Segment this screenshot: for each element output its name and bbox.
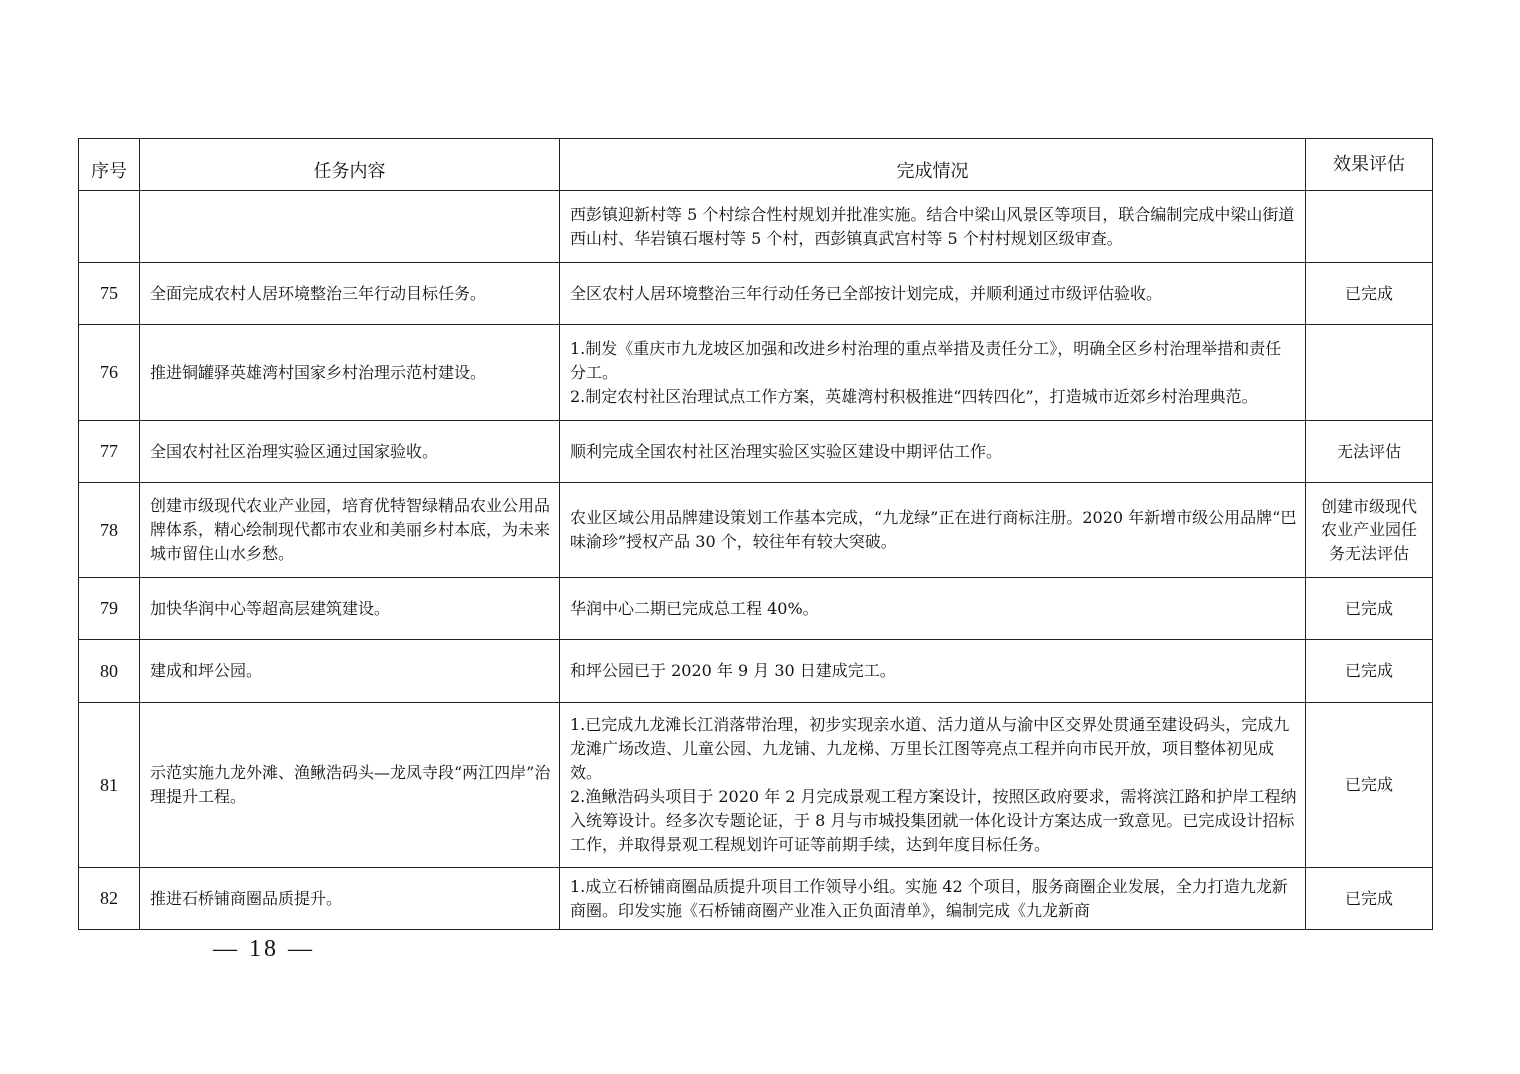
task-table — [78, 138, 1433, 930]
header-status: 完成情况 — [560, 139, 1306, 191]
row-index: 78 — [79, 483, 140, 578]
row-task: 全国农村社区治理实验区通过国家验收。 — [140, 421, 560, 483]
header-effect: 效果评估 — [1306, 139, 1433, 191]
row-effect: 已完成 — [1306, 640, 1433, 703]
status-paragraph: 和坪公园已于 2020 年 9 月 30 日建成完工。 — [570, 661, 896, 680]
row-status — [560, 640, 1306, 703]
table-row — [79, 325, 1433, 421]
row-status — [560, 483, 1306, 578]
row-index — [79, 191, 140, 263]
table-row — [79, 640, 1433, 703]
row-index: 81 — [79, 703, 140, 868]
table-row — [79, 868, 1433, 930]
row-effect: 创建市级现代农业产业园任务无法评估 — [1306, 483, 1433, 578]
row-task: 建成和坪公园。 — [140, 640, 560, 703]
row-effect — [1306, 191, 1433, 263]
status-paragraph: 2.渔鳅浩码头项目于 2020 年 2 月完成景观工程方案设计，按照区政府要求，需将滨江路和护岸工程纳入统筹设计。经多次专题论证，于 8 月与市城投集团就一体化设计方案达成一致意见。已完成设计招标工作，并取得景观工程规划许可证等前期手续，达到年度目标任务。 — [570, 787, 1297, 854]
status-paragraph: 1.已完成九龙滩长江消落带治理，初步实现亲水道、活力道从与渝中区交界处贯通至建设码头，完成九龙滩广场改造、儿童公园、九龙铺、九龙梯、万里长江图等亮点工程并向市民开放，项目整体初见成效。 — [570, 715, 1290, 782]
row-index: 77 — [79, 421, 140, 483]
row-index: 76 — [79, 325, 140, 421]
row-index: 82 — [79, 868, 140, 930]
status-paragraph: 顺利完成全国农村社区治理实验区实验区建设中期评估工作。 — [570, 441, 1003, 461]
row-task: 示范实施九龙外滩、渔鳅浩码头—龙凤寺段“两江四岸”治理提升工程。 — [140, 703, 560, 868]
row-task — [140, 191, 560, 263]
row-status — [560, 578, 1306, 640]
status-paragraph: 西彭镇迎新村等 5 个村综合性村规划并批准实施。结合中梁山风景区等项目，联合编制完成中梁山街道西山村、华岩镇石堰村等 5 个村，西彭镇真武宫村等 5 个村村规划区级审查。 — [570, 204, 1295, 248]
row-index: 75 — [79, 263, 140, 325]
row-effect: 无法评估 — [1306, 421, 1433, 483]
row-index: 79 — [79, 578, 140, 640]
row-status — [560, 421, 1306, 483]
row-effect: 已完成 — [1306, 703, 1433, 868]
table-row — [79, 191, 1433, 263]
row-effect: 已完成 — [1306, 263, 1433, 325]
row-status — [560, 191, 1306, 263]
row-status — [560, 703, 1306, 868]
table-row — [79, 578, 1433, 640]
row-status — [560, 868, 1306, 930]
row-task: 全面完成农村人居环境整治三年行动目标任务。 — [140, 263, 560, 325]
row-task: 加快华润中心等超高层建筑建设。 — [140, 578, 560, 640]
header-index: 序号 — [79, 139, 140, 191]
header-task: 任务内容 — [140, 139, 560, 191]
status-paragraph: 1.制发《重庆市九龙坡区加强和改进乡村治理的重点举措及责任分工》，明确全区乡村治理举措和责任分工。 — [570, 338, 1282, 382]
table-header-row — [79, 139, 1433, 191]
status-paragraph: 全区农村人居环境整治三年行动任务已全部按计划完成，并顺利通过市级评估验收。 — [570, 283, 1163, 303]
status-paragraph: 华润中心二期已完成总工程 40%。 — [570, 598, 819, 618]
row-effect — [1306, 325, 1433, 421]
status-paragraph: 1.成立石桥铺商圈品质提升项目工作领导小组。实施 42 个项目，服务商圈企业发展，全力打造九龙新商圈。印发实施《石桥铺商圈产业准入正负面清单》，编制完成《九龙新商 — [570, 876, 1288, 920]
status-paragraph: 农业区域公用品牌建设策划工作基本完成，“九龙绿”正在进行商标注册。2020 年新增市级公用品牌“巴味渝珍”授权产品 30 个，较往年有较大突破。 — [570, 508, 1297, 551]
status-paragraph: 2.制定农村社区治理试点工作方案，英雄湾村积极推进“四转四化”，打造城市近郊乡村治理典范。 — [570, 386, 1258, 406]
row-task: 创建市级现代农业产业园，培育优特智绿精品农业公用品牌体系，精心绘制现代都市农业和美丽乡村本底，为未来城市留住山水乡愁。 — [140, 483, 560, 578]
table-row — [79, 421, 1433, 483]
page-number: — 18 — — [213, 936, 315, 962]
table-row — [79, 483, 1433, 578]
row-status — [560, 263, 1306, 325]
row-status — [560, 325, 1306, 421]
row-task: 推进铜罐驿英雄湾村国家乡村治理示范村建设。 — [140, 325, 560, 421]
table-row — [79, 263, 1433, 325]
row-effect: 已完成 — [1306, 578, 1433, 640]
row-task: 推进石桥铺商圈品质提升。 — [140, 868, 560, 930]
table-row — [79, 703, 1433, 868]
row-index: 80 — [79, 640, 140, 703]
row-effect: 已完成 — [1306, 868, 1433, 930]
